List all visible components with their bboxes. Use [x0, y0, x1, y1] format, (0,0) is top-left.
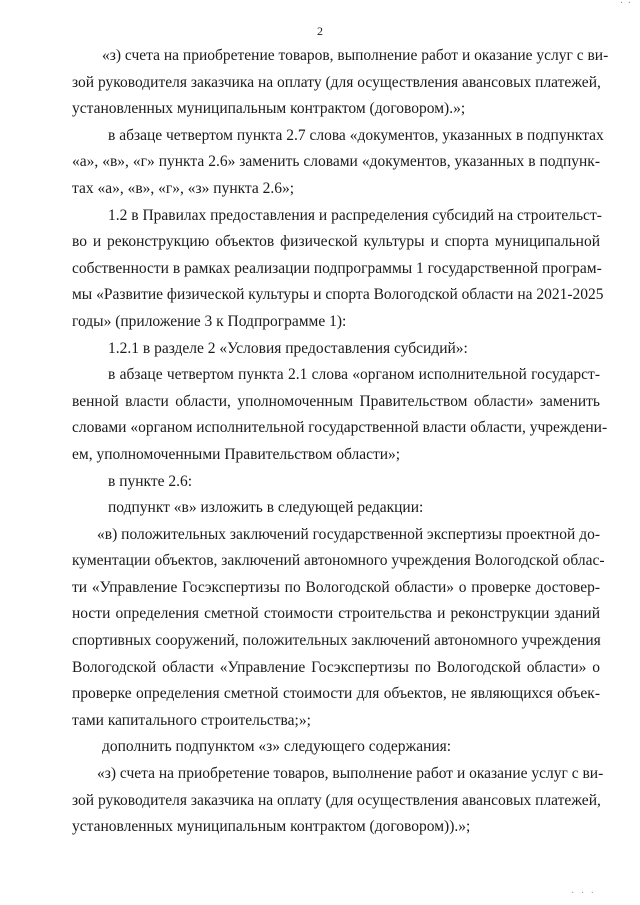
- text-line: ти «Управление Госэкспертизы по Вологодской области» о проверке достовер-: [72, 578, 600, 596]
- text-line: в абзаце четвертом пункта 2.1 слова «органом исполнительной государст-: [108, 366, 600, 384]
- text-line: установленных муниципальным контрактом (договором).»;: [72, 100, 466, 118]
- scan-corner-mark: · ·: [619, 0, 632, 9]
- page-number: 2: [317, 24, 323, 38]
- text-line: «з) счета на приобретение товаров, выполнение работ и оказание услуг с ви-: [97, 765, 604, 783]
- text-line: тами капитального строительства;»;: [72, 711, 311, 729]
- text-line: зой руководителя заказчика на оплату (для осуществления авансовых платежей,: [72, 791, 601, 809]
- text-line: в пункте 2.6:: [108, 472, 193, 490]
- text-line: 1.2 в Правилах предоставления и распределения субсидий на строительст-: [108, 206, 602, 224]
- scan-footer-mark: · · ·: [571, 888, 596, 899]
- text-line: кументации объектов, заключений автономного учреждения Вологодской облас-: [72, 552, 605, 570]
- text-line: мы «Развитие физической культуры и спорта Вологодской области на 2021-2025: [72, 286, 604, 304]
- text-line: установленных муниципальным контрактом (договором)).»;: [72, 818, 471, 836]
- text-line: проверке определения сметной стоимости для объектов, не являющихся объек-: [72, 685, 600, 703]
- text-line: словами «органом исполнительной государственной власти области, учреждени-: [72, 419, 608, 437]
- text-line: «з) счета на приобретение товаров, выполнение работ и оказание услуг с ви-: [102, 47, 609, 64]
- text-line: 1.2.1 в разделе 2 «Условия предоставления субсидий»:: [108, 339, 468, 357]
- text-line: в абзаце четвертом пункта 2.7 слова «документов, указанных в подпунктах: [108, 126, 604, 144]
- text-line: зой руководителя заказчика на оплату (для осуществления авансовых платежей,: [72, 73, 601, 91]
- text-line: ем, уполномоченными Правительством области»;: [72, 445, 401, 463]
- text-line: Вологодской области «Управление Госэкспертизы по Вологодской области» о: [72, 658, 600, 676]
- text-line: дополнить подпунктом «з» следующего содержания:: [102, 738, 452, 756]
- text-line: тах «а», «в», «г», «з» пункта 2.6»;: [72, 179, 295, 197]
- text-line: годы» (приложение 3 к Подпрограмме 1):: [72, 312, 347, 330]
- text-line: подпункт «в» изложить в следующей редакции:: [108, 499, 424, 517]
- document-body: [72, 43, 609, 841]
- text-line: «в) положительных заключений государственной экспертизы проектной до-: [97, 525, 600, 543]
- text-line: ности определения сметной стоимости строительства и реконструкции зданий: [72, 605, 600, 623]
- text-line: венной власти области, уполномоченным Правительством области» заменить: [72, 392, 600, 410]
- text-line: спортивных сооружений, положительных заключений автономного учреждения: [72, 632, 601, 650]
- text-line: «а», «в», «г» пункта 2.6» заменить словами «документов, указанных в подпунк-: [72, 153, 600, 171]
- text-line: во и реконструкцию объектов физической культуры и спорта муниципальной: [72, 233, 600, 251]
- text-line: собственности в рамках реализации подпрограммы 1 государственной програм-: [72, 259, 602, 277]
